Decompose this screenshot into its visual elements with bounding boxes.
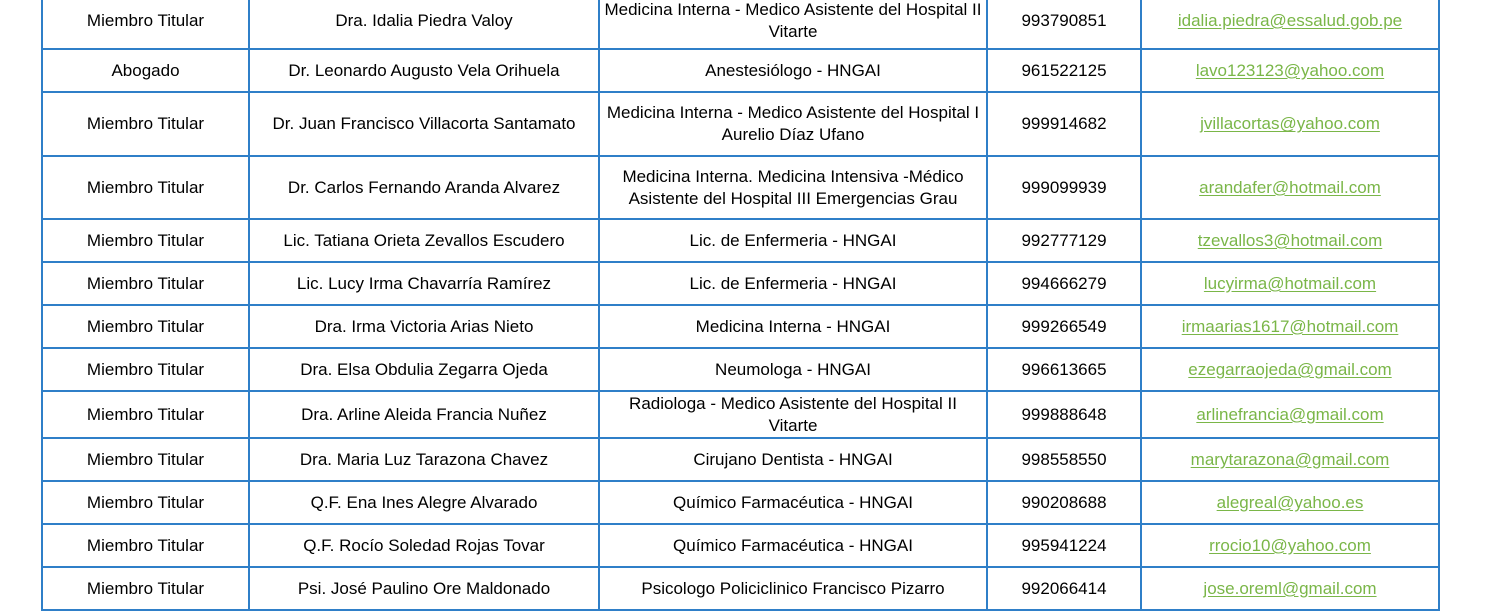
email-link[interactable]: lucyirma@hotmail.com xyxy=(1203,273,1377,293)
cell-email xyxy=(1141,348,1439,391)
members-table xyxy=(41,0,1440,611)
cell-cargo: Miembro Titular xyxy=(42,305,249,348)
table-row xyxy=(42,92,1439,156)
cell-nombre: Dra. Elsa Obdulia Zegarra Ojeda xyxy=(249,348,599,391)
cell-especialidad: Psicologo Policiclinico Francisco Pizarro xyxy=(599,567,987,610)
table-row xyxy=(42,49,1439,92)
cell-email xyxy=(1141,567,1439,610)
members-table-body xyxy=(42,0,1439,610)
cell-telefono: 993790851 xyxy=(987,0,1141,49)
cell-cargo: Miembro Titular xyxy=(42,438,249,481)
cell-nombre: Lic. Tatiana Orieta Zevallos Escudero xyxy=(249,219,599,262)
cell-email xyxy=(1141,481,1439,524)
cell-especialidad: Neumologa - HNGAI xyxy=(599,348,987,391)
cell-cargo: Miembro Titular xyxy=(42,0,249,49)
cell-cargo: Miembro Titular xyxy=(42,524,249,567)
cell-nombre: Dra. Idalia Piedra Valoy xyxy=(249,0,599,49)
email-link[interactable]: jose.oreml@gmail.com xyxy=(1203,578,1377,598)
cell-nombre: Dr. Juan Francisco Villacorta Santamato xyxy=(249,92,599,156)
cell-nombre: Dra. Irma Victoria Arias Nieto xyxy=(249,305,599,348)
cell-telefono: 998558550 xyxy=(987,438,1141,481)
cell-telefono: 999914682 xyxy=(987,92,1141,156)
cell-nombre: Lic. Lucy Irma Chavarría Ramírez xyxy=(249,262,599,305)
cell-nombre: Q.F. Ena Ines Alegre Alvarado xyxy=(249,481,599,524)
cell-cargo: Abogado xyxy=(42,49,249,92)
cell-especialidad: Medicina Interna - HNGAI xyxy=(599,305,987,348)
table-row xyxy=(42,305,1439,348)
cell-especialidad: Medicina Interna - Medico Asistente del Hospital I Aurelio Díaz Ufano xyxy=(599,92,987,156)
cell-email xyxy=(1141,92,1439,156)
table-row xyxy=(42,348,1439,391)
email-link[interactable]: rrocio10@yahoo.com xyxy=(1209,535,1371,555)
table-row xyxy=(42,567,1439,610)
email-link[interactable]: lavo123123@yahoo.com xyxy=(1195,60,1385,80)
cell-cargo: Miembro Titular xyxy=(42,156,249,219)
cell-cargo: Miembro Titular xyxy=(42,567,249,610)
cell-telefono: 992777129 xyxy=(987,219,1141,262)
table-row xyxy=(42,156,1439,219)
cell-telefono: 999888648 xyxy=(987,391,1141,438)
table-row xyxy=(42,0,1439,49)
email-link[interactable]: arlinefrancia@gmail.com xyxy=(1196,404,1384,424)
cell-nombre: Q.F. Rocío Soledad Rojas Tovar xyxy=(249,524,599,567)
email-link[interactable]: jvillacortas@yahoo.com xyxy=(1200,114,1380,133)
table-row xyxy=(42,262,1439,305)
cell-especialidad: Cirujano Dentista - HNGAI xyxy=(599,438,987,481)
cell-nombre: Dra. Arline Aleida Francia Nuñez xyxy=(249,391,599,438)
cell-cargo: Miembro Titular xyxy=(42,481,249,524)
cell-especialidad: Lic. de Enfermeria - HNGAI xyxy=(599,262,987,305)
cell-email xyxy=(1141,262,1439,305)
cell-especialidad: Anestesiólogo - HNGAI xyxy=(599,49,987,92)
cell-telefono: 996613665 xyxy=(987,348,1141,391)
cell-email xyxy=(1141,305,1439,348)
table-row xyxy=(42,219,1439,262)
table-row xyxy=(42,481,1439,524)
cell-especialidad: Químico Farmacéutica - HNGAI xyxy=(599,524,987,567)
cell-telefono: 994666279 xyxy=(987,262,1141,305)
cell-cargo: Miembro Titular xyxy=(42,391,249,438)
cell-nombre: Dr. Leonardo Augusto Vela Orihuela xyxy=(249,49,599,92)
cell-especialidad: Medicina Interna. Medicina Intensiva -Médico Asistente del Hospital III Emergencias Grau xyxy=(599,156,987,219)
cell-email xyxy=(1141,391,1439,438)
cell-cargo: Miembro Titular xyxy=(42,262,249,305)
cell-nombre: Dra. Maria Luz Tarazona Chavez xyxy=(249,438,599,481)
cell-especialidad: Químico Farmacéutica - HNGAI xyxy=(599,481,987,524)
cell-nombre: Psi. José Paulino Ore Maldonado xyxy=(249,567,599,610)
email-link[interactable]: irmaarias1617@hotmail.com xyxy=(1181,316,1399,336)
cell-especialidad: Medicina Interna - Medico Asistente del Hospital II Vitarte xyxy=(599,0,987,49)
table-row xyxy=(42,438,1439,481)
email-link[interactable]: marytarazona@gmail.com xyxy=(1190,449,1390,469)
cell-email xyxy=(1141,156,1439,219)
cell-email xyxy=(1141,49,1439,92)
email-link[interactable]: idalia.piedra@essalud.gob.pe xyxy=(1177,10,1403,30)
email-link[interactable]: arandafer@hotmail.com xyxy=(1199,177,1381,197)
cell-cargo: Miembro Titular xyxy=(42,92,249,156)
cell-telefono: 992066414 xyxy=(987,567,1141,610)
cell-email xyxy=(1141,0,1439,49)
cell-telefono: 995941224 xyxy=(987,524,1141,567)
table-row xyxy=(42,524,1439,567)
cell-telefono: 961522125 xyxy=(987,49,1141,92)
cell-email xyxy=(1141,219,1439,262)
cell-telefono: 990208688 xyxy=(987,481,1141,524)
cell-telefono: 999099939 xyxy=(987,156,1141,219)
cell-email xyxy=(1141,524,1439,567)
email-link[interactable]: tzevallos3@hotmail.com xyxy=(1197,230,1383,250)
table-row xyxy=(42,391,1439,438)
cell-email xyxy=(1141,438,1439,481)
email-link[interactable]: alegreal@yahoo.es xyxy=(1216,492,1364,512)
cell-especialidad: Radiologa - Medico Asistente del Hospital II Vitarte xyxy=(599,391,987,438)
cell-telefono: 999266549 xyxy=(987,305,1141,348)
cell-especialidad: Lic. de Enfermeria - HNGAI xyxy=(599,219,987,262)
cell-cargo: Miembro Titular xyxy=(42,348,249,391)
cell-nombre: Dr. Carlos Fernando Aranda Alvarez xyxy=(249,156,599,219)
email-link[interactable]: ezegarraojeda@gmail.com xyxy=(1188,359,1392,379)
cell-cargo: Miembro Titular xyxy=(42,219,249,262)
